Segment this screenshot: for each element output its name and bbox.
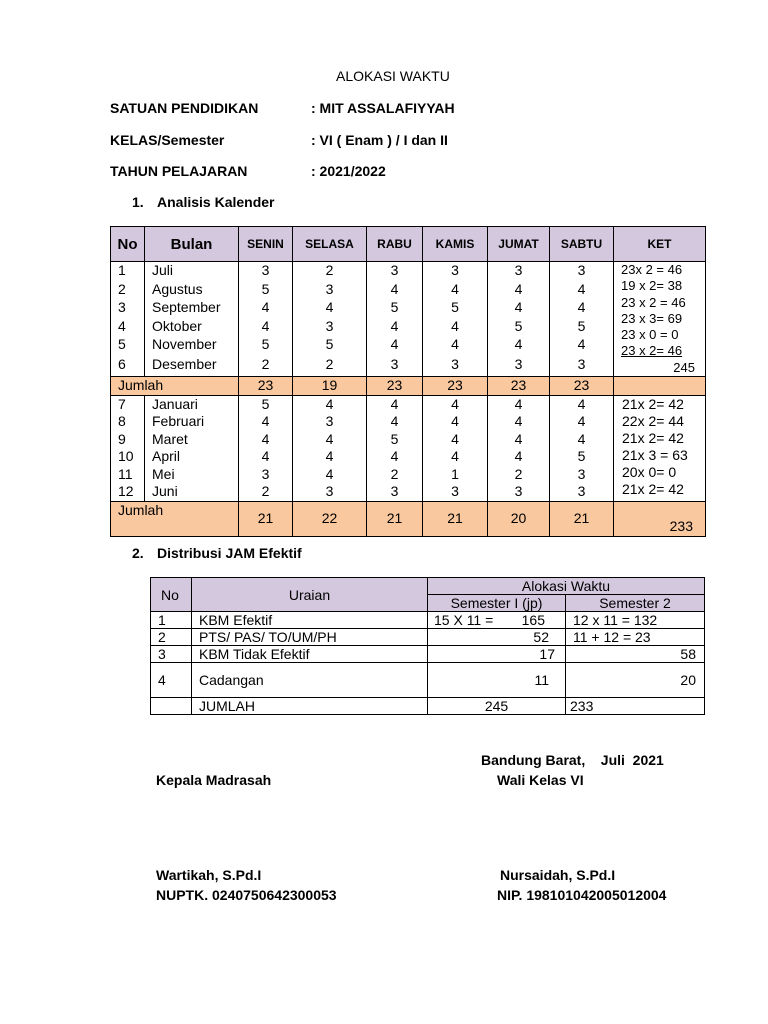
row-sem1-value: 165	[521, 612, 545, 628]
row-uraian: Cadangan	[192, 663, 428, 698]
row-bulan: Juni	[145, 483, 239, 501]
cell-rabu: 4	[367, 395, 423, 413]
cell-jumat: 5	[488, 317, 550, 335]
ket-line: 21x 3 = 63	[622, 446, 688, 463]
document-title: ALOKASI WAKTU	[336, 68, 450, 84]
ket-semester1	[614, 262, 706, 377]
header-kamis: KAMIS	[423, 227, 488, 262]
cell-kamis: 4	[423, 280, 488, 298]
row-sem2: 11 + 12 = 23	[566, 629, 705, 646]
cell-sabtu: 4	[550, 431, 614, 449]
cell-rabu: 3	[367, 483, 423, 501]
sum-label: Jumlah	[111, 501, 239, 536]
ket-line: 23 x 2 = 46	[621, 294, 686, 310]
header-no: No	[151, 578, 192, 612]
header-semester1: Semester I (jp)	[428, 595, 566, 612]
cell-selasa: 4	[293, 395, 367, 413]
cell-kamis: 4	[423, 431, 488, 449]
header-uraian: Uraian	[192, 578, 428, 612]
ket-line: 23x 2 = 46	[621, 262, 683, 277]
cell-senin: 4	[239, 299, 293, 317]
table-row	[111, 395, 706, 413]
ket-line: 23 x 2= 46	[621, 343, 683, 359]
cell-sabtu: 5	[550, 448, 614, 466]
sum-rabu: 21	[367, 501, 423, 536]
cell-senin: 4	[239, 448, 293, 466]
cell-kamis: 4	[423, 395, 488, 413]
table-row	[151, 612, 705, 629]
row-sem2: 12 x 11 = 132	[566, 612, 705, 629]
row-no: 1	[151, 612, 192, 629]
cell-sabtu: 4	[550, 280, 614, 298]
cell-sabtu: 5	[550, 317, 614, 335]
row-sem1: 11	[428, 663, 566, 698]
cell-rabu: 4	[367, 280, 423, 298]
total-no	[151, 698, 192, 715]
cell-selasa: 4	[293, 299, 367, 317]
cell-selasa: 3	[293, 413, 367, 431]
section1-number: 1.	[132, 194, 144, 210]
cell-jumat: 4	[488, 299, 550, 317]
row-uraian: PTS/ PAS/ TO/UM/PH	[192, 629, 428, 646]
cell-rabu: 3	[367, 354, 423, 377]
cell-sabtu: 4	[550, 413, 614, 431]
cell-sabtu: 4	[550, 395, 614, 413]
sum-row-semester1	[111, 377, 706, 396]
cell-kamis: 3	[423, 262, 488, 281]
sum-jumat: 23	[488, 377, 550, 396]
cell-kamis: 4	[423, 317, 488, 335]
header-no: No	[111, 227, 145, 262]
right-signer-id: NIP. 198101042005012004	[497, 887, 667, 903]
info-value-kelas: : VI ( Enam ) / I dan II	[311, 132, 448, 148]
cell-senin: 3	[239, 466, 293, 484]
row-sem1	[428, 612, 566, 629]
ket-line: 21x 2= 42	[622, 480, 684, 497]
section1-title: Analisis Kalender	[157, 194, 275, 210]
ket-line: 19 x 2= 38	[621, 278, 683, 294]
row-bulan: Oktober	[145, 317, 239, 335]
header-bulan: Bulan	[145, 227, 239, 262]
cell-kamis: 1	[423, 466, 488, 484]
cell-senin: 2	[239, 354, 293, 377]
distribusi-table	[150, 577, 705, 715]
cell-senin: 4	[239, 431, 293, 449]
ket-semester2	[614, 395, 706, 501]
sum-selasa: 22	[293, 501, 367, 536]
header-sabtu: SABTU	[550, 227, 614, 262]
row-no: 10	[111, 448, 145, 466]
cell-jumat: 3	[488, 262, 550, 281]
header-semester2: Semester 2	[566, 595, 705, 612]
ket-line: 21x 2= 42	[622, 429, 684, 446]
cell-jumat: 4	[488, 431, 550, 449]
cell-kamis: 4	[423, 336, 488, 354]
row-sem1: 52	[428, 629, 566, 646]
cell-kamis: 3	[423, 483, 488, 501]
cell-senin: 4	[239, 413, 293, 431]
row-sem2: 20	[566, 663, 705, 698]
ket-line: 20x 0= 0	[622, 463, 677, 480]
info-value-satuan: : MIT ASSALAFIYYAH	[311, 100, 455, 116]
cell-senin: 5	[239, 336, 293, 354]
right-signer-name: Nursaidah, S.Pd.I	[500, 867, 616, 883]
row-sem2: 58	[566, 646, 705, 663]
info-label-tahun: TAHUN PELAJARAN	[110, 163, 248, 179]
cell-sabtu: 3	[550, 483, 614, 501]
row-no: 12	[111, 483, 145, 501]
sum-ket: 233	[614, 501, 706, 536]
row-bulan: Mei	[145, 466, 239, 484]
row-no: 5	[111, 336, 145, 354]
ket-line: 21x 2= 42	[622, 395, 684, 412]
sum-row-semester2	[111, 501, 706, 536]
row-bulan: Januari	[145, 395, 239, 413]
info-label-kelas: KELAS/Semester	[110, 132, 225, 148]
row-no: 2	[111, 280, 145, 298]
row-no: 4	[111, 317, 145, 335]
info-value-tahun: : 2021/2022	[311, 163, 386, 179]
cell-senin: 5	[239, 395, 293, 413]
cell-jumat: 2	[488, 466, 550, 484]
row-no: 3	[151, 646, 192, 663]
sum-sabtu: 23	[550, 377, 614, 396]
calendar-table	[110, 226, 706, 537]
row-bulan: Maret	[145, 431, 239, 449]
row-bulan: September	[145, 299, 239, 317]
right-signer-title: Wali Kelas VI	[497, 772, 584, 788]
cell-senin: 2	[239, 483, 293, 501]
table-row	[151, 646, 705, 663]
cell-selasa: 2	[293, 354, 367, 377]
cell-selasa: 3	[293, 317, 367, 335]
row-sem1: 17	[428, 646, 566, 663]
cell-selasa: 4	[293, 431, 367, 449]
row-no: 2	[151, 629, 192, 646]
ket-total: 245	[673, 359, 695, 375]
cell-sabtu: 3	[550, 466, 614, 484]
cell-selasa: 5	[293, 336, 367, 354]
row-no: 8	[111, 413, 145, 431]
cell-selasa: 4	[293, 448, 367, 466]
row-no: 7	[111, 395, 145, 413]
sum-senin: 23	[239, 377, 293, 396]
cell-selasa: 4	[293, 466, 367, 484]
ket-line: 22x 2= 44	[622, 412, 684, 429]
row-bulan: Agustus	[145, 280, 239, 298]
header-alokasi: Alokasi Waktu	[428, 578, 705, 595]
sum-sabtu: 21	[550, 501, 614, 536]
table-row	[111, 262, 706, 281]
cell-rabu: 4	[367, 413, 423, 431]
total-sem1: 245	[428, 698, 566, 715]
header-rabu: RABU	[367, 227, 423, 262]
section2-number: 2.	[132, 545, 144, 561]
header-jumat: JUMAT	[488, 227, 550, 262]
cell-jumat: 3	[488, 354, 550, 377]
ket-line: 23 x 3= 69	[621, 310, 683, 326]
sum-senin: 21	[239, 501, 293, 536]
info-label-satuan: SATUAN PENDIDIKAN	[110, 100, 259, 116]
cell-senin: 4	[239, 317, 293, 335]
cell-rabu: 4	[367, 448, 423, 466]
cell-kamis: 4	[423, 448, 488, 466]
row-uraian: KBM Tidak Efektif	[192, 646, 428, 663]
place-date: Bandung Barat, Juli 2021	[481, 752, 664, 768]
cell-jumat: 4	[488, 280, 550, 298]
sum-rabu: 23	[367, 377, 423, 396]
cell-senin: 5	[239, 280, 293, 298]
cell-selasa: 3	[293, 483, 367, 501]
cell-selasa: 3	[293, 280, 367, 298]
cell-rabu: 3	[367, 262, 423, 281]
left-signer-id: NUPTK. 0240750642300053	[156, 887, 337, 903]
cell-rabu: 2	[367, 466, 423, 484]
cell-jumat: 3	[488, 483, 550, 501]
cell-jumat: 4	[488, 413, 550, 431]
cell-senin: 3	[239, 262, 293, 281]
row-no: 11	[111, 466, 145, 484]
cell-sabtu: 3	[550, 262, 614, 281]
cell-rabu: 4	[367, 317, 423, 335]
row-no: 9	[111, 431, 145, 449]
total-sem2: 233	[566, 698, 705, 715]
row-sem1-calc: 15 X 11 =	[434, 612, 494, 628]
left-signer-name: Wartikah, S.Pd.I	[156, 867, 262, 883]
section2-title: Distribusi JAM Efektif	[157, 545, 302, 561]
cell-kamis: 3	[423, 354, 488, 377]
cell-sabtu: 4	[550, 336, 614, 354]
cell-rabu: 4	[367, 336, 423, 354]
sum-kamis: 21	[423, 501, 488, 536]
cell-sabtu: 3	[550, 354, 614, 377]
sum-kamis: 23	[423, 377, 488, 396]
row-bulan: April	[145, 448, 239, 466]
cell-selasa: 2	[293, 262, 367, 281]
row-no: 4	[151, 663, 192, 698]
row-bulan: Februari	[145, 413, 239, 431]
table-row	[151, 629, 705, 646]
cell-jumat: 4	[488, 395, 550, 413]
cell-kamis: 4	[423, 413, 488, 431]
row-bulan: November	[145, 336, 239, 354]
left-signer-title: Kepala Madrasah	[156, 772, 272, 788]
sum-jumat: 20	[488, 501, 550, 536]
sum-selasa: 19	[293, 377, 367, 396]
cell-sabtu: 4	[550, 299, 614, 317]
table-row	[151, 663, 705, 698]
row-no: 1	[111, 262, 145, 281]
row-no: 3	[111, 299, 145, 317]
cell-jumat: 4	[488, 336, 550, 354]
row-uraian: KBM Efektif	[192, 612, 428, 629]
sum-label: Jumlah	[111, 377, 239, 396]
ket-line: 23 x 0 = 0	[621, 327, 679, 343]
total-row	[151, 698, 705, 715]
sum-ket	[614, 377, 706, 396]
cell-rabu: 5	[367, 431, 423, 449]
row-bulan: Desember	[145, 354, 239, 377]
row-no: 6	[111, 354, 145, 377]
header-senin: SENIN	[239, 227, 293, 262]
row-bulan: Juli	[145, 262, 239, 281]
cell-jumat: 4	[488, 448, 550, 466]
cell-rabu: 5	[367, 299, 423, 317]
cell-kamis: 5	[423, 299, 488, 317]
header-selasa: SELASA	[293, 227, 367, 262]
total-label: JUMLAH	[192, 698, 428, 715]
header-ket: KET	[614, 227, 706, 262]
